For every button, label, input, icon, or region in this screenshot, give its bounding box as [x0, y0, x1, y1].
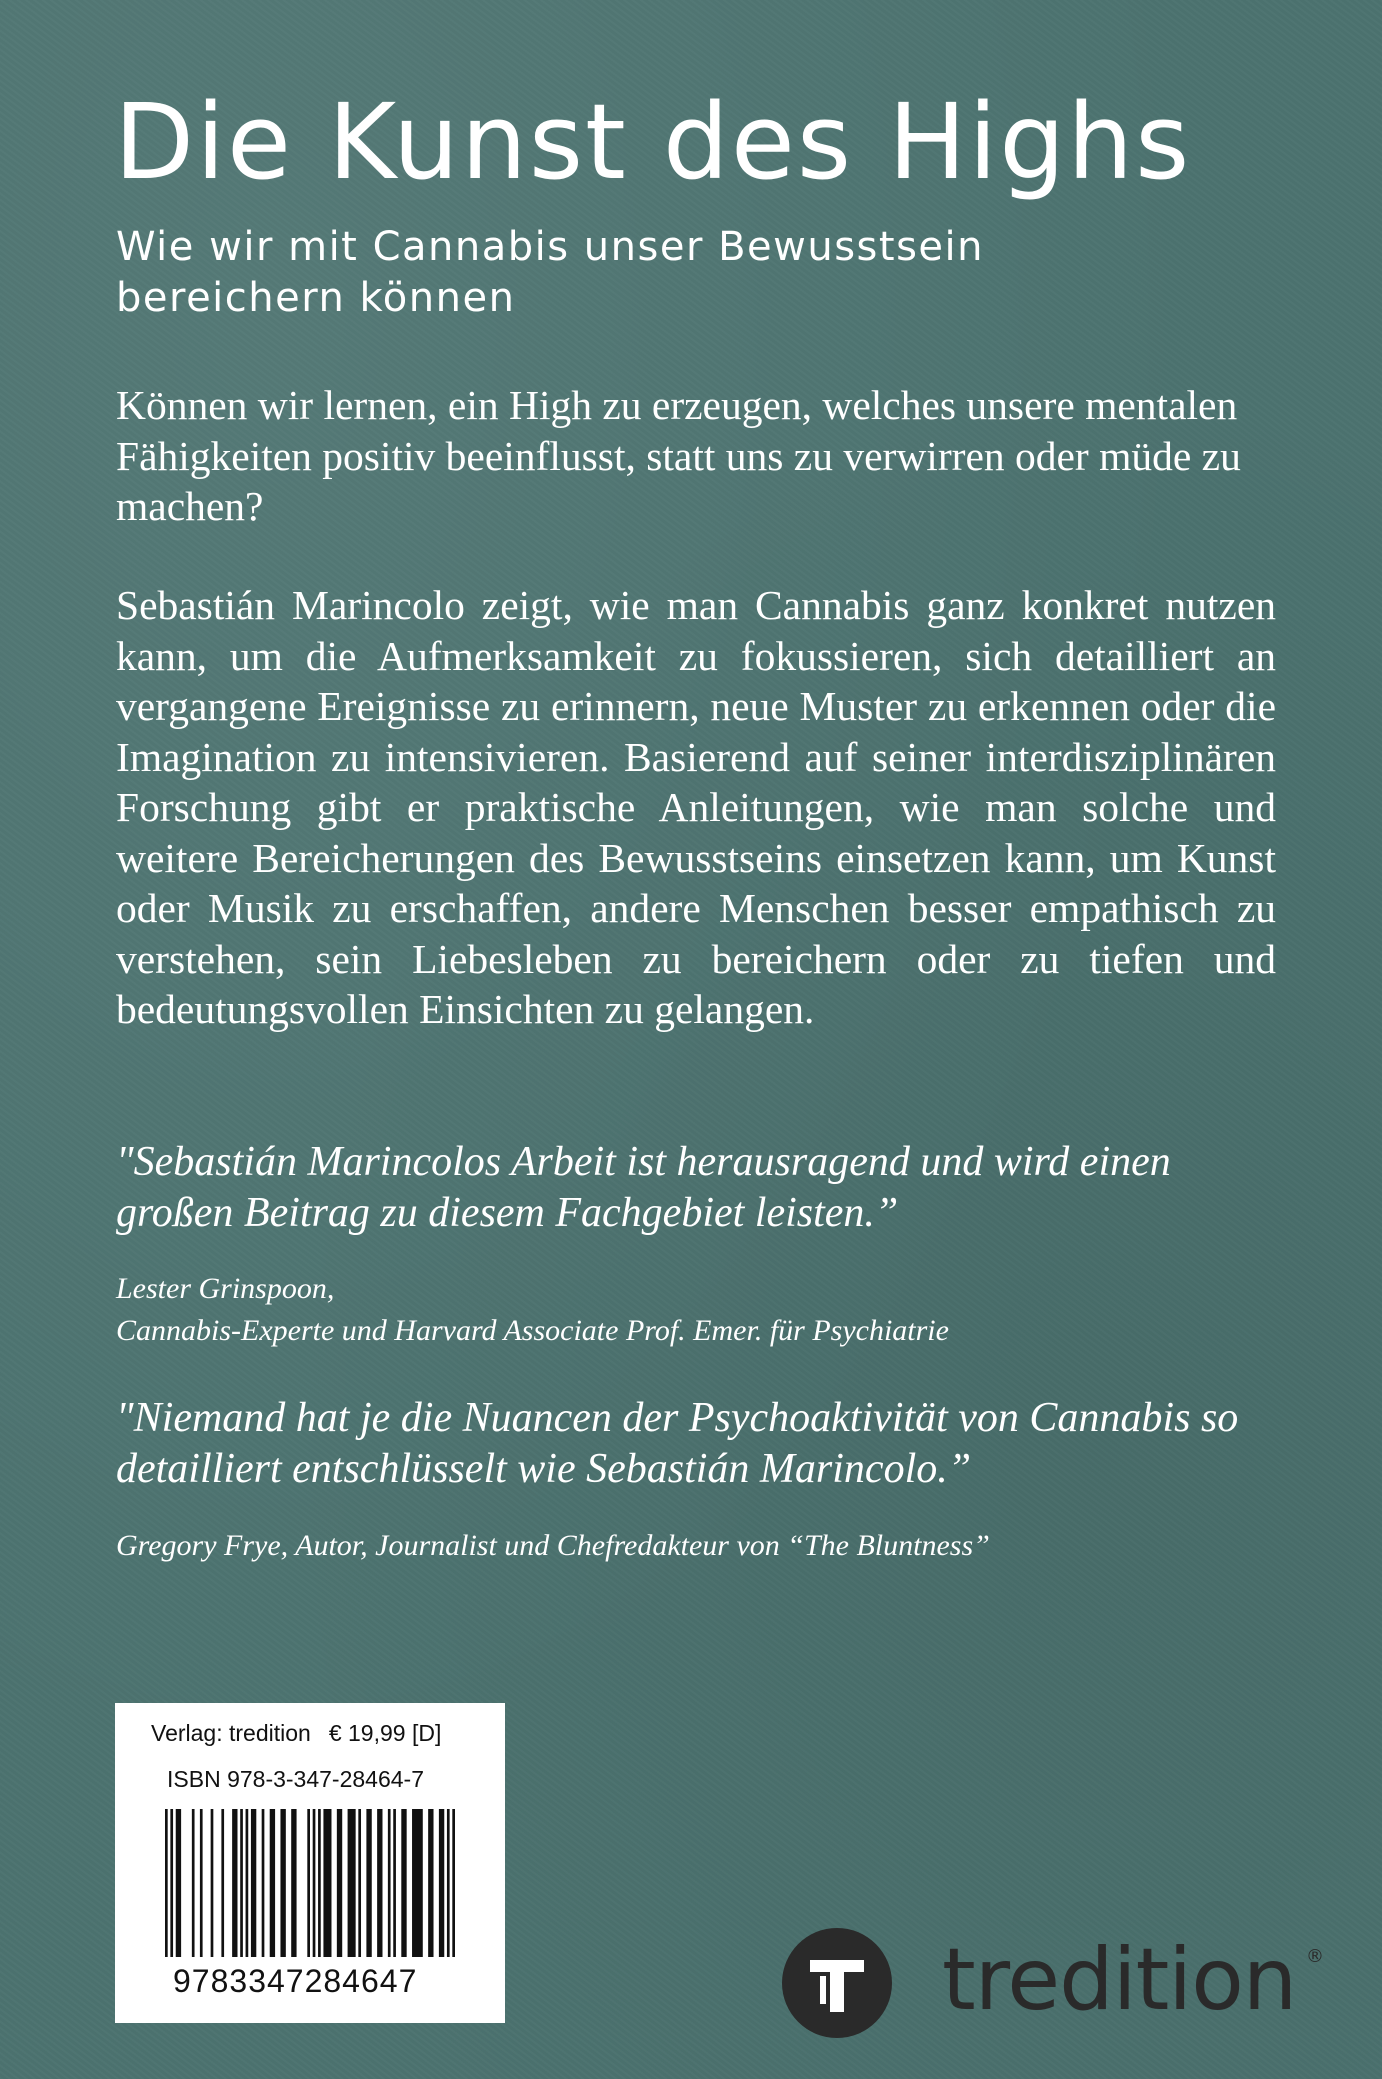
barcode-bar	[291, 1809, 296, 1957]
barcode-bar	[323, 1809, 331, 1957]
barcode-bar	[232, 1809, 237, 1957]
barcode-bar	[348, 1809, 356, 1957]
t-glyph-icon	[800, 1946, 874, 2020]
barcode-bar	[318, 1809, 321, 1957]
barcode-bar	[412, 1809, 423, 1957]
tredition-logo-icon	[782, 1928, 892, 2038]
book-title: Die Kunst des Highs	[114, 81, 1192, 203]
barcode-bar	[307, 1809, 310, 1957]
barcode-bar	[176, 1809, 181, 1957]
registered-mark: ®	[1306, 1946, 1324, 1967]
barcode-bar	[270, 1809, 275, 1957]
barcode-bars	[165, 1809, 455, 1957]
barcode-bar	[366, 1809, 371, 1957]
quote-author-role: Cannabis-Experte und Harvard Associate Prof. Emer. für Psychiatrie	[116, 1314, 949, 1347]
barcode-bar	[211, 1809, 214, 1957]
review-quote: "Niemand hat je die Nuancen der Psychoaktivität von Cannabis so detailliert entschlüsselt wie Sebastián Marincolo.”	[116, 1395, 1239, 1492]
barcode-bar	[246, 1809, 249, 1957]
barcode-bar	[313, 1809, 316, 1957]
isbn-label: ISBN 978-3-347-28464-7	[167, 1766, 424, 1792]
barcode-bar	[251, 1809, 256, 1957]
barcode-box	[115, 1703, 505, 2023]
barcode-bar	[165, 1809, 168, 1957]
quote-attribution	[116, 1268, 1296, 1352]
blurb-paragraph: Können wir lernen, ein High zu erzeugen, welches unsere mentalen Fähigkeiten positiv beeinflusst, statt uns zu verwirren oder müde zu machen?	[116, 382, 1241, 529]
blurb-paragraph: Sebastián Marincolo zeigt, wie man Cannabis ganz konkret nutzen kann, um die Aufmerksamkeit zu fokussieren, sich detailliert an vergangene Ereignisse zu erinnern, neue Muster zu erkennen oder die Imagination zu intensivieren. Basierend auf seiner interdisziplinären Forschung gibt er praktische Anleitungen, wie man solche und weitere Bereicherungen des Bewusstseins einsetzen kann, um Kunst oder Musik zu erschaffen, andere Menschen besser empathisch zu verstehen, sein Liebesleben zu bereichern oder zu tiefen und bedeutungsvollen Einsichten zu gelangen.	[116, 582, 1276, 1032]
quote-author: Lester Grinspoon,	[116, 1272, 335, 1305]
barcode-bar	[262, 1809, 265, 1957]
barcode-bar	[447, 1809, 450, 1957]
barcode-bar	[170, 1809, 173, 1957]
publisher-label: Verlag: tredition	[151, 1720, 311, 1746]
barcode-bar	[439, 1809, 444, 1957]
barcode-number: 9783347284647	[173, 1963, 418, 1999]
quote-attribution: Gregory Frye, Autor, Journalist und Chefredakteur von “The Bluntness”	[116, 1529, 990, 1562]
barcode-bar	[428, 1809, 433, 1957]
barcode-bar	[240, 1809, 243, 1957]
barcode-bar	[192, 1809, 195, 1957]
barcode-bar	[388, 1809, 391, 1957]
barcode-bar	[221, 1809, 224, 1957]
barcode-bar	[337, 1809, 342, 1957]
price-label: € 19,99 [D]	[328, 1720, 442, 1746]
book-subtitle: Wie wir mit Cannabis unser Bewusstsein bereichern können	[116, 224, 984, 321]
review-quote: "Sebastián Marincolos Arbeit ist herausragend und wird einen großen Beitrag zu diesem Fachgebiet leisten.”	[116, 1139, 1171, 1236]
barcode-bar	[401, 1809, 406, 1957]
barcode-bar	[200, 1809, 203, 1957]
publisher-price-line	[151, 1720, 441, 1747]
barcode-bar	[280, 1809, 285, 1957]
barcode-bar	[393, 1809, 396, 1957]
barcode-bar	[452, 1809, 455, 1957]
barcode-bar	[377, 1809, 382, 1957]
barcode-bar	[358, 1809, 361, 1957]
tredition-wordmark: tredition	[942, 1930, 1297, 2030]
